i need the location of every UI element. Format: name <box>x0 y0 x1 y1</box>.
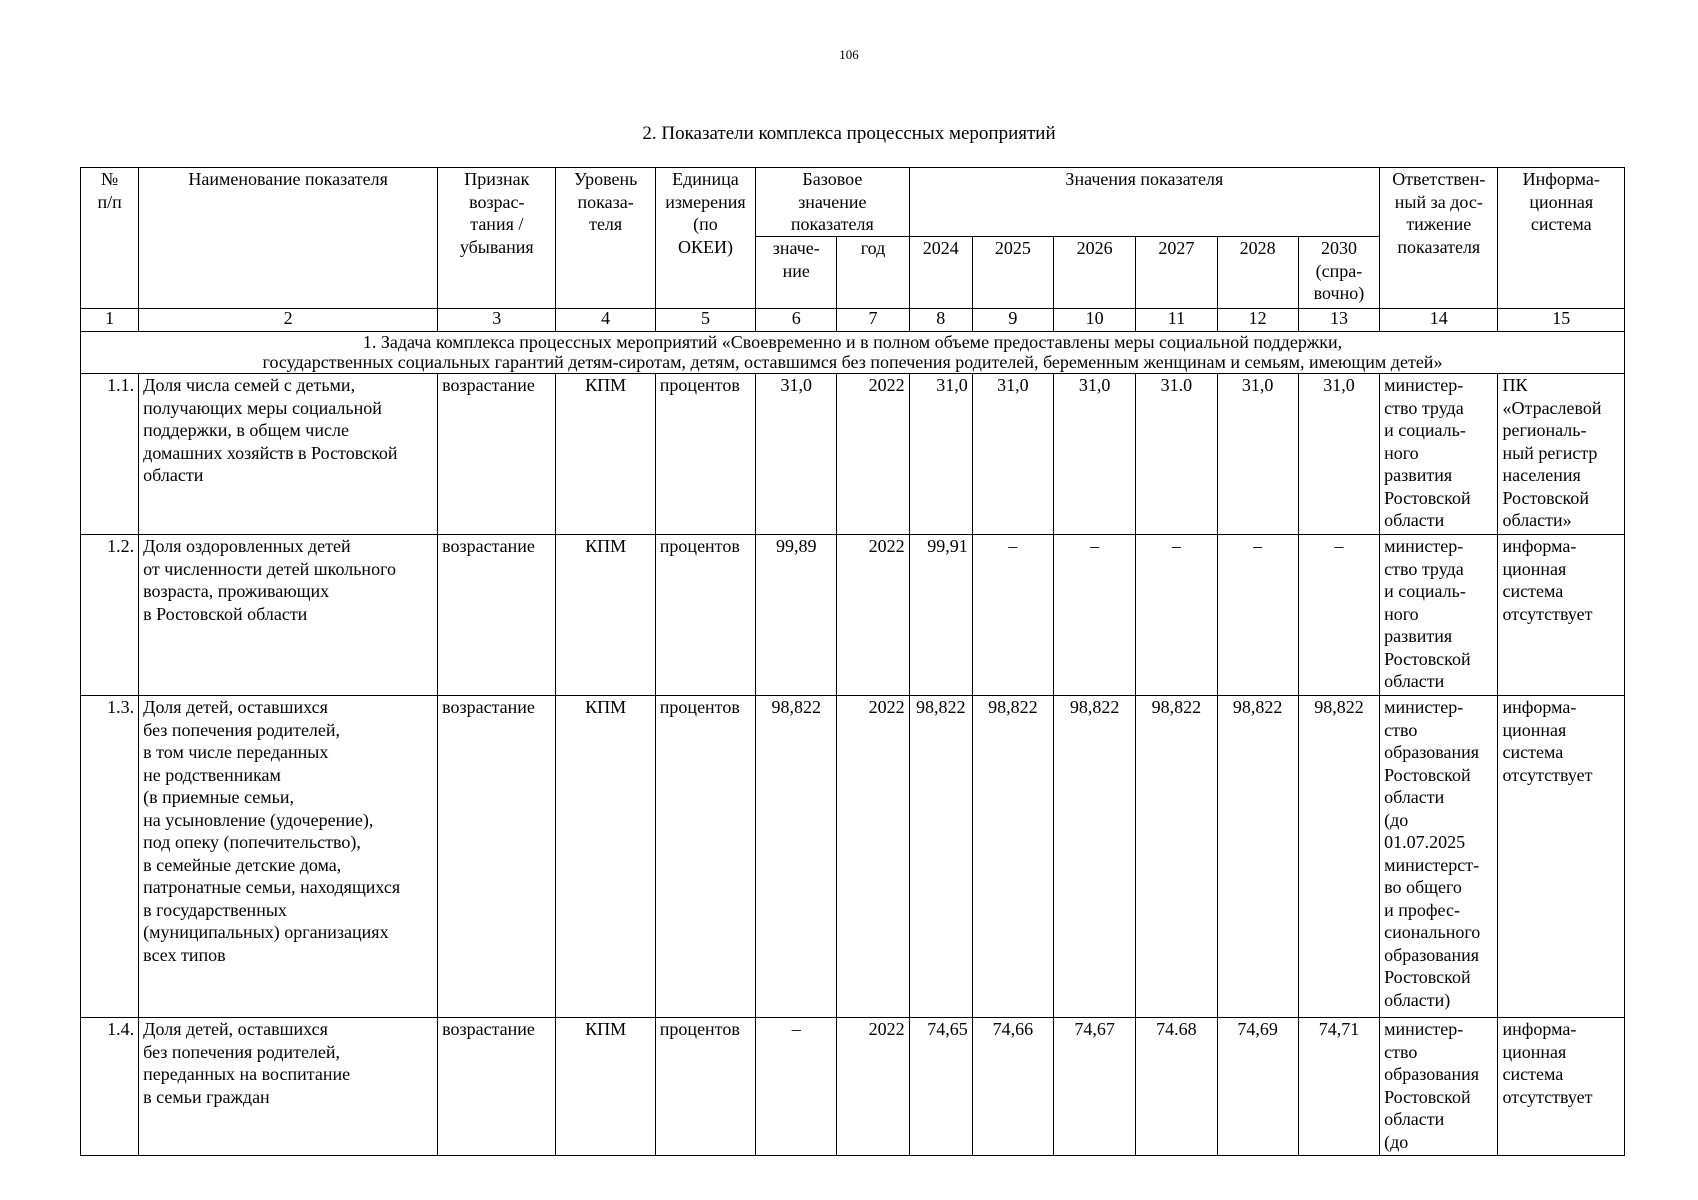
base-value-cell: 99,89 <box>756 535 837 696</box>
indicator-name: Доля детей, оставшихся без попечения родителей, переданных на воспитание в семьи граждан <box>139 1018 438 1156</box>
value-cell: 98,822 <box>972 696 1053 1018</box>
value-cell: 98,822 <box>1136 696 1217 1018</box>
row-number: 1.1. <box>81 374 139 535</box>
responsible-cell: министер- ство образования Ростовской области (до <box>1380 1018 1498 1156</box>
level-cell: КПМ <box>556 535 655 696</box>
indicators-table <box>80 167 1625 1156</box>
value-cell: 31,0 <box>1217 374 1298 535</box>
row-number: 1.2. <box>81 535 139 696</box>
value-cell: 98,822 <box>1217 696 1298 1018</box>
header-row <box>81 168 1625 237</box>
header-unit: Единица измерения (по ОКЕИ) <box>655 168 755 309</box>
column-number: 11 <box>1136 309 1217 332</box>
trend-cell: возрастание <box>438 535 556 696</box>
table-row <box>81 374 1625 535</box>
column-number: 4 <box>556 309 655 332</box>
indicator-name: Доля оздоровленных детей от численности детей школьного возраста, проживающих в Ростовской области <box>139 535 438 696</box>
indicator-name: Доля числа семей с детьми, получающих меры социальной поддержки, в общем числе домашних хозяйств в Ростовской области <box>139 374 438 535</box>
column-number: 10 <box>1054 309 1136 332</box>
trend-cell: возрастание <box>438 374 556 535</box>
value-cell: 99,91 <box>909 535 972 696</box>
header-info-system: Информа- ционная система <box>1498 168 1625 309</box>
value-cell: 31,0 <box>909 374 972 535</box>
value-cell: 74,71 <box>1298 1018 1379 1156</box>
value-cell: – <box>1054 535 1136 696</box>
header-base-value: значе- ние <box>756 237 837 309</box>
table-row <box>81 535 1625 696</box>
trend-cell: возрастание <box>438 696 556 1018</box>
column-number: 5 <box>655 309 755 332</box>
unit-cell: процентов <box>655 1018 755 1156</box>
value-cell: 74.68 <box>1136 1018 1217 1156</box>
unit-cell: процентов <box>655 696 755 1018</box>
base-value-cell: – <box>756 1018 837 1156</box>
header-level: Уровень показа- теля <box>556 168 655 309</box>
value-cell: 31,0 <box>1054 374 1136 535</box>
column-number: 15 <box>1498 309 1625 332</box>
value-cell: 74,65 <box>909 1018 972 1156</box>
base-year-cell: 2022 <box>837 1018 909 1156</box>
header-values: Значения показателя <box>909 168 1380 237</box>
page-number: 106 <box>839 47 859 62</box>
base-value-cell: 31,0 <box>756 374 837 535</box>
header-year: 2026 <box>1054 237 1136 309</box>
column-number: 8 <box>909 309 972 332</box>
column-number: 3 <box>438 309 556 332</box>
column-number: 1 <box>81 309 139 332</box>
info-system-cell: ПК «Отраслевой региональ- ный регистр населения Ростовской области» <box>1498 374 1625 535</box>
responsible-cell: министер- ство труда и социаль- ного развития Ростовской области <box>1380 535 1498 696</box>
level-cell: КПМ <box>556 374 655 535</box>
responsible-cell: министер- ство труда и социаль- ного развития Ростовской области <box>1380 374 1498 535</box>
value-cell: 31,0 <box>1298 374 1379 535</box>
header-trend: Признак возрас- тания / убывания <box>438 168 556 309</box>
column-number: 12 <box>1217 309 1298 332</box>
value-cell: 31.0 <box>1136 374 1217 535</box>
column-number: 9 <box>972 309 1053 332</box>
trend-cell: возрастание <box>438 1018 556 1156</box>
header-year: 2025 <box>972 237 1053 309</box>
table-row <box>81 1018 1625 1156</box>
base-value-cell: 98,822 <box>756 696 837 1018</box>
column-number: 2 <box>139 309 438 332</box>
column-number: 14 <box>1380 309 1498 332</box>
value-cell: 31,0 <box>972 374 1053 535</box>
header-base-year: год <box>837 237 909 309</box>
value-cell: – <box>1136 535 1217 696</box>
base-year-cell: 2022 <box>837 374 909 535</box>
header-year: 2030 (спра- вочно) <box>1298 237 1379 309</box>
column-number: 13 <box>1298 309 1379 332</box>
value-cell: – <box>1298 535 1379 696</box>
info-system-cell: информа- ционная система отсутствует <box>1498 696 1625 1018</box>
column-number-row <box>81 309 1625 332</box>
header-year: 2024 <box>909 237 972 309</box>
value-cell: – <box>1217 535 1298 696</box>
task-title: 1. Задача комплекса процессных мероприятий «Своевременно и в полном объеме предоставлены меры социальной поддержки, государственных социальных гарантий детям-сиротам, детям, оставшимся без попечения родителей, беременным женщинам и семьям, имеющим детей» <box>81 332 1625 374</box>
document-title: 2. Показатели комплекса процессных мероприятий <box>642 123 1056 144</box>
base-year-cell: 2022 <box>837 535 909 696</box>
column-number: 7 <box>837 309 909 332</box>
level-cell: КПМ <box>556 696 655 1018</box>
info-system-cell: информа- ционная система отсутствует <box>1498 1018 1625 1156</box>
responsible-cell: министер- ство образования Ростовской области (до 01.07.2025 министерст- во общего и профес- сионального образования Ростовской области) <box>1380 696 1498 1018</box>
indicator-name: Доля детей, оставшихся без попечения родителей, в том числе переданных не родственникам (в приемные семьи, на усыновление (удочерение), под опеку (попечительство), в семейные детские дома, патронатные семьи, находящихся в государственных (муниципальных) организациях всех типов <box>139 696 438 1018</box>
header-base: Базовое значение показателя <box>756 168 909 237</box>
value-cell: 74,67 <box>1054 1018 1136 1156</box>
header-responsible: Ответствен- ный за дос- тижение показателя <box>1380 168 1498 309</box>
base-year-cell: 2022 <box>837 696 909 1018</box>
level-cell: КПМ <box>556 1018 655 1156</box>
value-cell: 74,69 <box>1217 1018 1298 1156</box>
row-number: 1.4. <box>81 1018 139 1156</box>
info-system-cell: информа- ционная система отсутствует <box>1498 535 1625 696</box>
header-no: № п/п <box>81 168 139 309</box>
value-cell: 98,822 <box>1054 696 1136 1018</box>
unit-cell: процентов <box>655 535 755 696</box>
value-cell: 74,66 <box>972 1018 1053 1156</box>
header-name: Наименование показателя <box>139 168 438 309</box>
task-row <box>81 332 1625 374</box>
header-year: 2028 <box>1217 237 1298 309</box>
column-number: 6 <box>756 309 837 332</box>
header-year: 2027 <box>1136 237 1217 309</box>
value-cell: 98,822 <box>909 696 972 1018</box>
value-cell: 98,822 <box>1298 696 1379 1018</box>
row-number: 1.3. <box>81 696 139 1018</box>
unit-cell: процентов <box>655 374 755 535</box>
table-row <box>81 696 1625 1018</box>
value-cell: – <box>972 535 1053 696</box>
